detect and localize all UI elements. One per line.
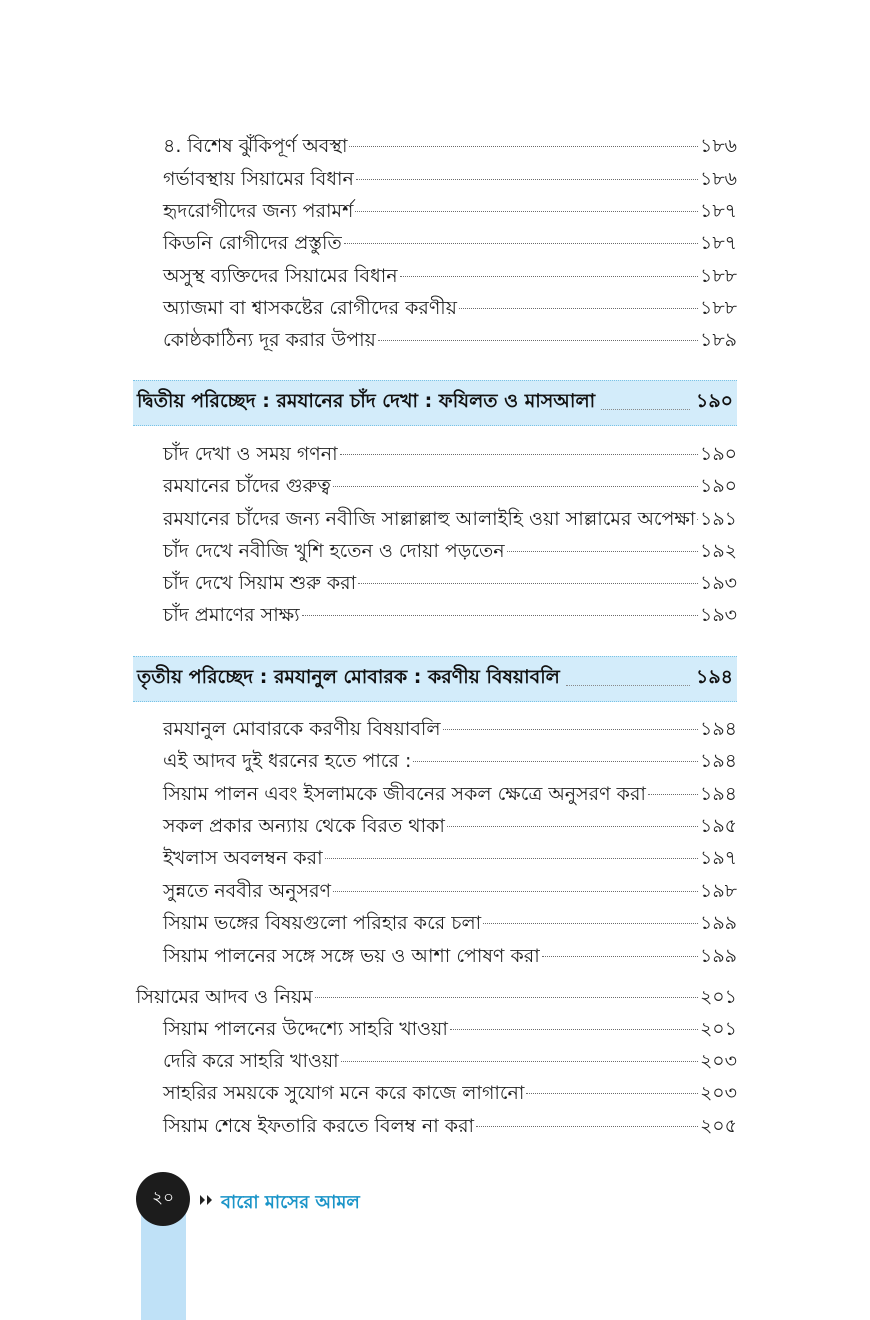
dot-leader — [526, 1092, 698, 1094]
dot-leader — [648, 793, 698, 795]
toc-entry-label: সুন্নতে নববীর অনুসরণ — [163, 880, 332, 902]
toc-entry — [163, 876, 737, 906]
toc-entry-page: ১৯২ — [699, 540, 737, 562]
toc-entry-page: ১৯৭ — [699, 847, 737, 869]
toc-entry — [163, 714, 737, 744]
toc-entry-label: রমযানের চাঁদের জন্য নবীজি সাল্লাল্লাহু আলাইহি ওয়া সাল্লামের অপেক্ষা — [163, 508, 696, 530]
dot-leader — [566, 684, 690, 686]
toc-entry-page: ২০১ — [699, 1018, 737, 1040]
toc-entry-page: ২০৩ — [699, 1050, 737, 1072]
chapter-heading-label: তৃতীয় পরিচ্ছেদ : রমযানুল মোবারক : করণীয় বিষয়াবলি — [137, 666, 560, 688]
toc-entry — [163, 293, 737, 323]
dot-leader — [341, 1060, 698, 1062]
dot-leader — [483, 922, 698, 924]
dot-leader — [443, 728, 698, 730]
toc-entry-label: রমযানের চাঁদের গুরুত্ব — [163, 475, 331, 497]
chapter-heading-page: ১৯৪ — [696, 666, 733, 688]
toc-entry-label: সিয়াম ভঙ্গের বিষয়গুলো পরিহার করে চলা — [163, 912, 482, 934]
chapter-heading-page: ১৯০ — [695, 390, 733, 412]
toc-entry — [163, 471, 737, 501]
page-number-badge — [136, 1172, 190, 1226]
toc-entry-label: সিয়াম পালনের সঙ্গে সঙ্গে ভয় ও আশা পোষণ করা — [163, 945, 540, 967]
toc-entry — [163, 504, 737, 534]
toc-entry-page: ১৮৬ — [699, 168, 737, 190]
toc-entry-label: এই আদব দুই ধরনের হতে পারে : — [163, 750, 412, 772]
dot-leader — [315, 996, 698, 998]
dot-leader — [378, 339, 698, 341]
toc-entry — [163, 779, 737, 809]
dot-leader — [542, 955, 698, 957]
toc-entry-page: ১৯০ — [699, 475, 737, 497]
toc-entry-page: ১৯৯ — [700, 912, 737, 934]
toc-subheading-label: সিয়ামের আদব ও নিয়ম — [136, 986, 313, 1008]
dot-leader — [356, 178, 698, 180]
toc-entry — [163, 600, 737, 630]
toc-entry-label: সকল প্রকার অন্যায় থেকে বিরত থাকা — [163, 815, 445, 837]
dot-leader — [476, 1125, 698, 1127]
dot-leader — [358, 582, 698, 584]
dot-leader — [697, 518, 698, 520]
toc-entry-label: সিয়াম শেষে ইফতারি করতে বিলম্ব না করা — [163, 1115, 475, 1137]
toc-entry-page: ২০৩ — [699, 1082, 737, 1104]
toc-entry-page: ১৮৮ — [700, 265, 737, 287]
toc-entry-page: ১৯৮ — [700, 880, 737, 902]
toc-entry-page: ১৯৪ — [700, 783, 737, 805]
toc-entry — [163, 196, 737, 226]
toc-entry-page: ১৮৬ — [699, 135, 737, 157]
dot-leader — [447, 825, 698, 827]
toc-entry-page: ১৯৩ — [699, 604, 737, 626]
toc-entry-label: ইখলাস অবলম্বন করা — [163, 847, 323, 869]
toc-entry-label: সিয়াম পালনের উদ্দেশ্যে সাহরি খাওয়া — [163, 1018, 448, 1040]
toc-entry — [163, 746, 737, 776]
book-title: বারো মাসের আমল — [221, 1192, 360, 1213]
page-number: ২০ — [151, 1188, 175, 1208]
dot-leader — [344, 242, 698, 244]
dot-leader — [459, 307, 698, 309]
toc-entry-label: চাঁদ দেখে সিয়াম শুরু করা — [163, 572, 357, 594]
toc-entry-label: কিডনি রোগীদের প্রস্তুতি — [163, 232, 342, 254]
toc-entry — [163, 811, 737, 841]
toc-entry — [163, 164, 737, 194]
toc-entry — [163, 908, 737, 938]
toc-entry-page: ১৯০ — [699, 443, 737, 465]
toc-entry-label: চাঁদ প্রমাণের সাক্ষ্য — [163, 604, 300, 626]
toc-entry-page: ১৯৪ — [700, 750, 737, 772]
dot-leader — [507, 550, 698, 552]
toc-entry-label: কোষ্ঠকাঠিন্য দূর করার উপায় — [163, 329, 376, 351]
toc-entry — [163, 843, 737, 873]
dot-leader — [450, 1028, 698, 1030]
toc-entry-label: গর্ভাবস্থায় সিয়ামের বিধান — [163, 168, 354, 190]
toc-entry-page: ১৯৯ — [700, 945, 737, 967]
dot-leader — [302, 614, 698, 616]
toc-entry-label: চাঁদ দেখে নবীজি খুশি হতেন ও দোয়া পড়তেন — [163, 540, 505, 562]
toc-entry-label: সিয়াম পালন এবং ইসলামকে জীবনের সকল ক্ষেত্রে অনুসরণ করা — [163, 783, 646, 805]
toc-entry — [163, 568, 737, 598]
toc-entry — [163, 131, 737, 161]
footer-color-bar — [141, 1210, 186, 1320]
toc-entry-page: ১৮৭ — [699, 232, 737, 254]
dot-leader — [355, 210, 698, 212]
toc-entry — [163, 325, 737, 355]
toc-entry-page: ১৯৩ — [699, 572, 737, 594]
toc-entry-page: ১৯১ — [700, 508, 737, 530]
toc-entry-page: ১৯৪ — [700, 718, 737, 740]
dot-leader — [349, 145, 698, 147]
toc-entry-page: ১৯৫ — [700, 815, 737, 837]
toc-entry — [163, 1111, 737, 1141]
toc-entry — [163, 1014, 737, 1044]
toc-entry-label: চাঁদ দেখা ও সময় গণনা — [163, 443, 338, 465]
chapter-heading — [133, 380, 737, 426]
toc-entry — [163, 941, 737, 971]
dot-leader — [333, 890, 698, 892]
toc-entry-label: সাহরির সময়কে সুযোগ মনে করে কাজে লাগানো — [163, 1082, 525, 1104]
dot-leader — [601, 408, 690, 410]
toc-entry — [163, 1046, 737, 1076]
dot-leader — [400, 275, 698, 277]
toc-subheading-page: ২০১ — [699, 986, 737, 1008]
toc-subheading — [136, 982, 737, 1012]
toc-entry — [163, 1078, 737, 1108]
dot-leader — [333, 485, 698, 487]
toc-entry-label: অ্যাজমা বা শ্বাসকষ্টের রোগীদের করণীয় — [163, 297, 457, 319]
double-chevron-right-icon — [199, 1192, 217, 1208]
dot-leader — [325, 857, 698, 859]
toc-entry-label: রমযানুল মোবারকে করণীয় বিষয়াবলি — [163, 718, 441, 740]
chapter-heading — [133, 656, 737, 702]
toc-entry — [163, 536, 737, 566]
toc-entry-page: ১৮৯ — [700, 329, 737, 351]
toc-entry — [163, 228, 737, 258]
dot-leader — [340, 453, 698, 455]
toc-entry-label: দেরি করে সাহরি খাওয়া — [163, 1050, 339, 1072]
toc-entry — [163, 261, 737, 291]
toc-entry-label: হৃদরোগীদের জন্য পরামর্শ — [163, 200, 354, 222]
dot-leader — [413, 760, 698, 762]
toc-entry-label: ৪. বিশেষ ঝুঁকিপূর্ণ অবস্থা — [163, 135, 348, 157]
toc-entry-page: ২০৫ — [699, 1115, 737, 1137]
toc-entry — [163, 439, 737, 469]
chapter-heading-label: দ্বিতীয় পরিচ্ছেদ : রমযানের চাঁদ দেখা : ফযিলত ও মাসআলা — [137, 390, 596, 412]
toc-entry-page: ১৮৮ — [700, 297, 737, 319]
toc-entry-label: অসুস্থ ব্যক্তিদের সিয়ামের বিধান — [163, 265, 398, 287]
toc-entry-page: ১৮৭ — [699, 200, 737, 222]
